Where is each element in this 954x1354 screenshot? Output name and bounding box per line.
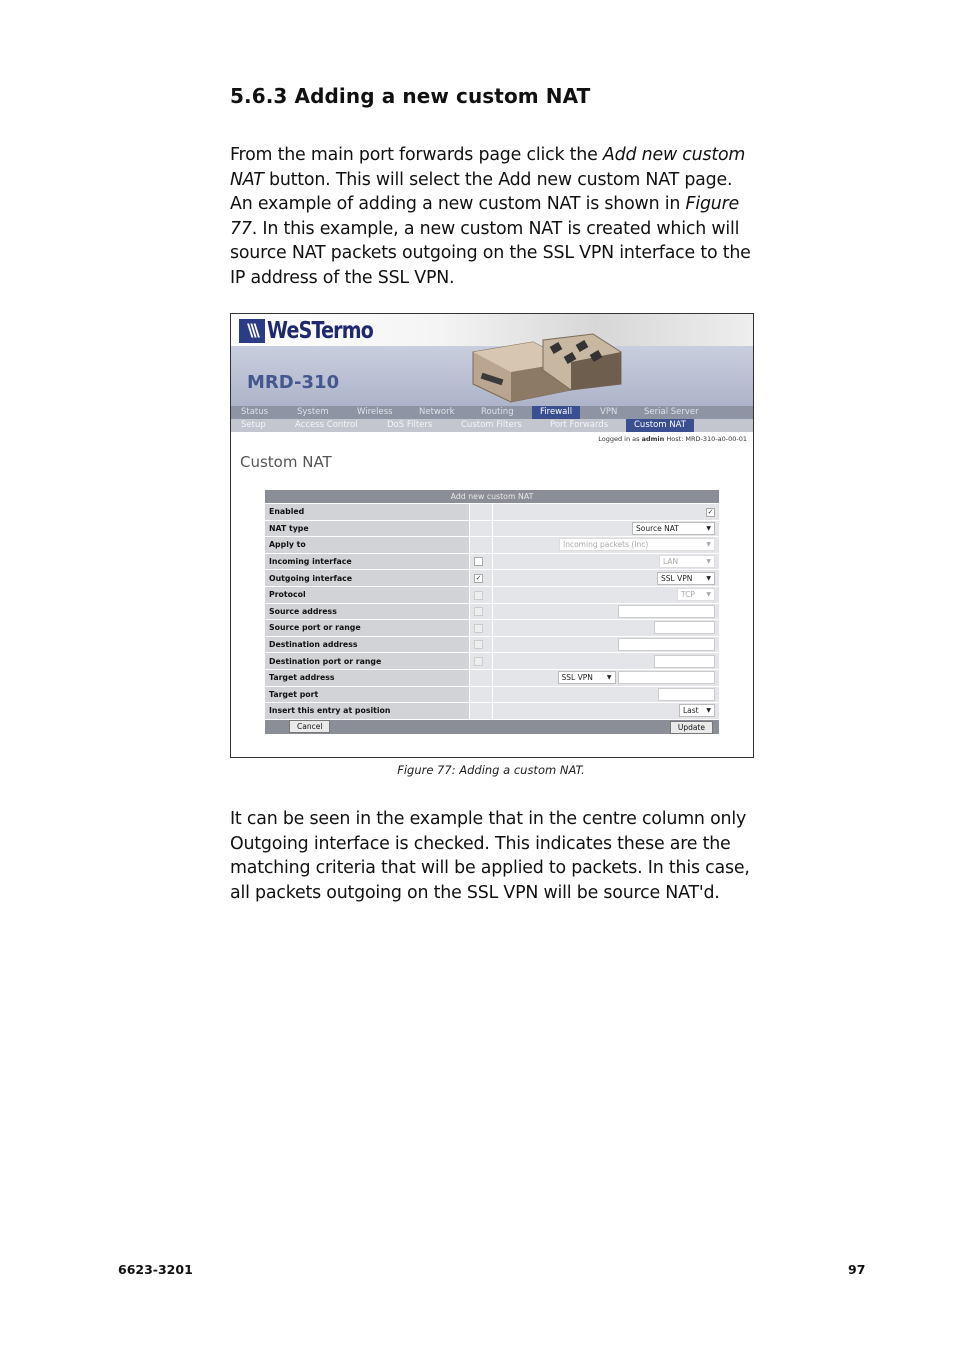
logo-mark-icon: \\\ — [239, 319, 265, 343]
incoming-interface-checkbox[interactable] — [474, 557, 483, 566]
form-title: Add new custom NAT — [265, 490, 719, 504]
chevron-down-icon: ▼ — [706, 574, 711, 582]
row-label: Protocol — [265, 586, 470, 603]
row-label: Enabled — [265, 504, 470, 521]
figure-caption: Figure 77: Adding a custom NAT. — [397, 763, 585, 777]
source-address-input[interactable] — [618, 605, 715, 618]
nav-firewall[interactable]: Firewall — [532, 406, 580, 419]
document-number: 6623-3201 — [118, 1262, 193, 1277]
logged-prefix: Logged in as — [598, 435, 642, 443]
nat-type-value: Source NAT — [636, 523, 679, 533]
intro-paragraph — [230, 143, 760, 291]
outgoing-interface-value: SSL VPN — [661, 573, 693, 583]
cancel-button[interactable]: Cancel — [289, 720, 330, 733]
row-label: Destination address — [265, 636, 470, 653]
position-select[interactable] — [679, 704, 715, 717]
destination-address-input[interactable] — [618, 638, 715, 651]
position-value: Last — [683, 706, 699, 716]
target-address-value: SSL VPN — [561, 673, 593, 683]
source-port-input[interactable] — [654, 621, 715, 634]
row-label: Incoming interface — [265, 553, 470, 570]
nav-wireless[interactable]: Wireless — [357, 407, 393, 417]
primary-nav — [231, 406, 753, 419]
nav-status[interactable]: Status — [241, 407, 269, 417]
row-target-port — [265, 686, 719, 703]
row-label: Target port — [265, 686, 470, 703]
nav-system[interactable]: System — [297, 407, 329, 417]
subnav-custom-nat[interactable]: Custom NAT — [626, 419, 694, 432]
protocol-value: TCP — [681, 590, 695, 600]
custom-nat-form — [265, 490, 719, 735]
update-button[interactable]: Update — [670, 721, 713, 734]
row-destination-port — [265, 653, 719, 670]
chevron-down-icon: ▼ — [706, 558, 711, 566]
chevron-down-icon: ▼ — [706, 707, 711, 715]
row-protocol — [265, 586, 719, 603]
brand-logo — [239, 317, 373, 345]
source-port-checkbox[interactable] — [474, 624, 483, 633]
destination-port-input[interactable] — [654, 655, 715, 668]
protocol-select[interactable] — [677, 588, 715, 601]
row-target-address — [265, 669, 719, 686]
row-source-port — [265, 620, 719, 637]
page-number: 97 — [848, 1262, 866, 1277]
logged-user: admin — [641, 435, 665, 443]
nav-network[interactable]: Network — [419, 407, 455, 417]
row-label: Source port or range — [265, 620, 470, 637]
outgoing-interface-checkbox[interactable]: ✓ — [475, 573, 482, 582]
page-title: Custom NAT — [240, 453, 332, 471]
destination-address-checkbox[interactable] — [474, 640, 483, 649]
nav-routing[interactable]: Routing — [481, 407, 514, 417]
secondary-nav — [231, 419, 753, 432]
row-label: NAT type — [265, 520, 470, 537]
incoming-interface-select[interactable] — [659, 555, 715, 568]
subnav-access-control[interactable]: Access Control — [295, 420, 358, 430]
apply-to-value: Incoming packets (Inc) — [563, 540, 649, 550]
device-model: MRD-310 — [247, 372, 340, 393]
intro-text-2: button. This will select the Add new custom NAT page. An example of adding a new custom NAT is shown in — [230, 169, 733, 215]
outgoing-interface-select[interactable] — [657, 572, 715, 585]
row-label: Source address — [265, 603, 470, 620]
row-destination-address — [265, 636, 719, 653]
row-outgoing-interface — [265, 570, 719, 587]
chevron-down-icon: ▼ — [706, 591, 711, 599]
enabled-checkbox[interactable]: ✓ — [707, 507, 714, 516]
section-heading: 5.6.3 Adding a new custom NAT — [230, 84, 591, 108]
subnav-custom-filters[interactable]: Custom Filters — [461, 420, 522, 430]
chevron-down-icon: ▼ — [706, 524, 711, 532]
row-insert-position — [265, 703, 719, 720]
nat-type-select[interactable] — [632, 522, 715, 535]
target-address-select[interactable] — [558, 671, 616, 684]
subnav-dos-filters[interactable]: DoS Filters — [387, 420, 433, 430]
intro-emphasis-button-name: Add new custom NAT — [230, 145, 746, 190]
closing-paragraph: It can be seen in the example that in the centre column only Outgoing interface is checked. This indicates these are the matching criteria that will be applied to packets. In this case, all packets outgoing on the SSL VPN will be source NAT'd. — [230, 809, 750, 903]
intro-text-3: . In this example, a new custom NAT is created which will source NAT packets outgoing on the SSL VPN interface to the IP address of the SSL VPN. — [230, 218, 751, 288]
row-label: Destination port or range — [265, 653, 470, 670]
subnav-port-forwards[interactable]: Port Forwards — [550, 420, 609, 430]
router-devices-image — [453, 332, 623, 404]
nav-serial-server[interactable]: Serial Server — [644, 407, 699, 417]
header-banner — [231, 314, 753, 406]
incoming-interface-value: LAN — [663, 557, 679, 567]
figure-screenshot — [230, 313, 754, 758]
row-source-address — [265, 603, 719, 620]
form-actions — [265, 719, 719, 734]
apply-to-select[interactable] — [559, 538, 715, 551]
target-address-input[interactable] — [618, 671, 715, 684]
login-status — [598, 435, 747, 443]
row-label: Apply to — [265, 537, 470, 554]
row-apply-to — [265, 537, 719, 554]
intro-text-1: From the main port forwards page click the — [230, 145, 603, 165]
chevron-down-icon: ▼ — [706, 541, 711, 549]
row-label: Outgoing interface — [265, 570, 470, 587]
intro-emphasis-figure-ref: Figure 77 — [230, 194, 740, 239]
host-label: Host: — [664, 435, 686, 443]
source-address-checkbox[interactable] — [474, 607, 483, 616]
row-label: Target address — [265, 669, 470, 686]
row-nat-type — [265, 520, 719, 537]
target-port-input[interactable] — [658, 688, 715, 701]
protocol-checkbox[interactable] — [474, 591, 483, 600]
chevron-down-icon: ▼ — [606, 674, 612, 682]
row-incoming-interface — [265, 553, 719, 570]
nav-vpn[interactable]: VPN — [600, 407, 618, 417]
destination-port-checkbox[interactable] — [474, 657, 483, 666]
brand-name: WeSTermo — [267, 317, 373, 345]
row-label: Insert this entry at position — [265, 703, 470, 720]
host-name: MRD-310-a0-00-01 — [685, 435, 747, 443]
row-enabled — [265, 504, 719, 521]
subnav-setup[interactable]: Setup — [241, 420, 266, 430]
